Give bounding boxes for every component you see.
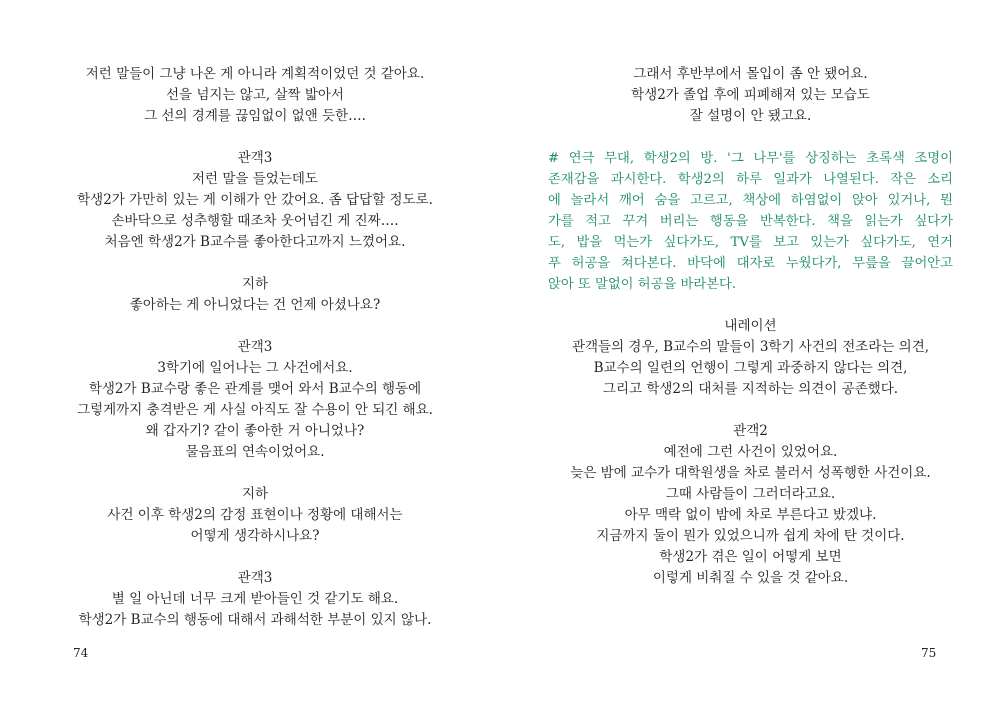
text-line: 학생2가 B교수의 행동에 대해서 과해석한 부분이 있지 않나. <box>78 612 432 628</box>
text-line: 선을 넘지는 않고, 살짝 밟아서 <box>166 87 344 103</box>
speaker-name: 내레이션 <box>724 318 777 334</box>
text-line: 그렇게까지 충격받은 게 사실 아직도 잘 수용이 안 되긴 해요. <box>77 402 433 418</box>
page-number-right: 75 <box>921 646 937 660</box>
text-line: 3학기에 일어나는 그 사건에서요. <box>157 360 353 376</box>
paragraph-gap <box>55 127 455 148</box>
stage-direction-line: 존재감을 과시한다. 학생2의 하루 일과가 나열된다. 작은 소리 <box>548 172 953 187</box>
text-line: 그래서 후반부에서 몰입이 좀 안 됐어요. <box>633 66 868 82</box>
text-line: 처음엔 학생2가 B교수를 좋아한다고까지 느꼈어요. <box>104 234 406 250</box>
paragraph-gap <box>548 127 953 148</box>
stage-direction-line: # 연극 무대, 학생2의 방. '그 나무'를 상징하는 초록색 조명이 <box>548 151 953 166</box>
speaker-name: 관객3 <box>237 570 273 586</box>
stage-direction <box>548 148 953 295</box>
right-page <box>500 0 1000 710</box>
text-line: 관객들의 경우, B교수의 말들이 3학기 사건의 전조라는 의견, <box>571 339 930 355</box>
paragraph-gap <box>55 253 455 274</box>
stage-direction-line: 에 놀라서 깨어 숨을 고르고, 책상에 하염없이 앉아 있거나, 뭔 <box>548 193 953 208</box>
speaker-name: 지하 <box>241 276 269 292</box>
speaker-name: 관객3 <box>237 339 273 355</box>
speaker-name: 관객2 <box>733 423 768 439</box>
text-line: 사건 이후 학생2의 감정 표현이나 정황에 대해서는 <box>107 507 403 523</box>
text-line: 지금까지 둘이 뭔가 있었으니까 쉽게 차에 탄 것이다. <box>596 528 905 544</box>
text-line: 저런 말들이 그냥 나온 게 아니라 계획적이었던 것 같아요. <box>85 66 425 82</box>
page-number-left: 74 <box>73 646 89 660</box>
text-line: 물음표의 연속이었어요. <box>185 444 325 460</box>
text-line: 그때 사람들이 그러더라고요. <box>665 486 836 502</box>
text-line: 왜 갑자기? 같이 좋아한 거 아니었나? <box>145 423 365 439</box>
text-line: 학생2가 졸업 후에 피폐해져 있는 모습도 <box>631 87 870 103</box>
text-line: 그리고 학생2의 대처를 지적하는 의견이 공존했다. <box>602 381 899 397</box>
paragraph-gap <box>548 400 953 421</box>
text-line: B교수의 일련의 언행이 그렇게 과중하지 않다는 의견, <box>593 360 908 376</box>
paragraph-gap <box>55 463 455 484</box>
speaker-name: 지하 <box>241 486 269 502</box>
text-line: 좋아하는 게 아니었다는 건 언제 아셨나요? <box>129 297 381 313</box>
text-line: 손바닥으로 성추행할 때조차 웃어넘긴 게 진짜…. <box>111 213 399 229</box>
text-line: 늦은 밤에 교수가 대학원생을 차로 불러서 성폭행한 사건이요. <box>570 465 931 481</box>
stage-direction-line: 가를 적고 꾸겨 버리는 행동을 반복한다. 책을 읽는가 싶다가 <box>548 214 953 229</box>
paragraph-gap <box>55 547 455 568</box>
text-line: 그 선의 경계를 끊임없이 없앤 듯한…. <box>144 108 366 124</box>
text-line: 어떻게 생각하시나요? <box>190 528 320 544</box>
text-line: 이렇게 비춰질 수 있을 것 같아요. <box>652 570 849 586</box>
text-line: 학생2가 가만히 있는 게 이해가 안 갔어요. 좀 답답할 정도로. <box>77 192 433 208</box>
text-line: 학생2가 B교수랑 좋은 관계를 맺어 와서 B교수의 행동에 <box>88 381 422 397</box>
text-line: 학생2가 겪은 일이 어떻게 보면 <box>659 549 842 565</box>
right-page-text <box>548 64 953 589</box>
speaker-name: 관객3 <box>237 150 273 166</box>
text-line: 아무 맥락 없이 밤에 차로 부른다고 밨겠냐. <box>624 507 877 523</box>
left-page-text <box>55 64 455 631</box>
text-line: 잘 설명이 안 됐고요. <box>689 108 812 124</box>
text-line: 저런 말을 들었는데도 <box>192 171 318 187</box>
text-line: 별 일 아닌데 너무 크게 받아들인 것 같기도 해요. <box>111 591 399 607</box>
paragraph-gap <box>55 316 455 337</box>
stage-direction-line: 앉아 또 말없이 허공을 바라본다. <box>548 277 737 292</box>
stage-direction-line: 푸 허공을 쳐다본다. 바닥에 대자로 누웠다가, 무릎을 끌어안고 <box>548 256 953 271</box>
text-line: 예전에 그런 사건이 있었어요. <box>663 444 838 460</box>
paragraph-gap <box>548 295 953 316</box>
stage-direction-line: 도, 밥을 먹는가 싶다가도, TV를 보고 있는가 싶다가도, 연거 <box>548 235 953 250</box>
